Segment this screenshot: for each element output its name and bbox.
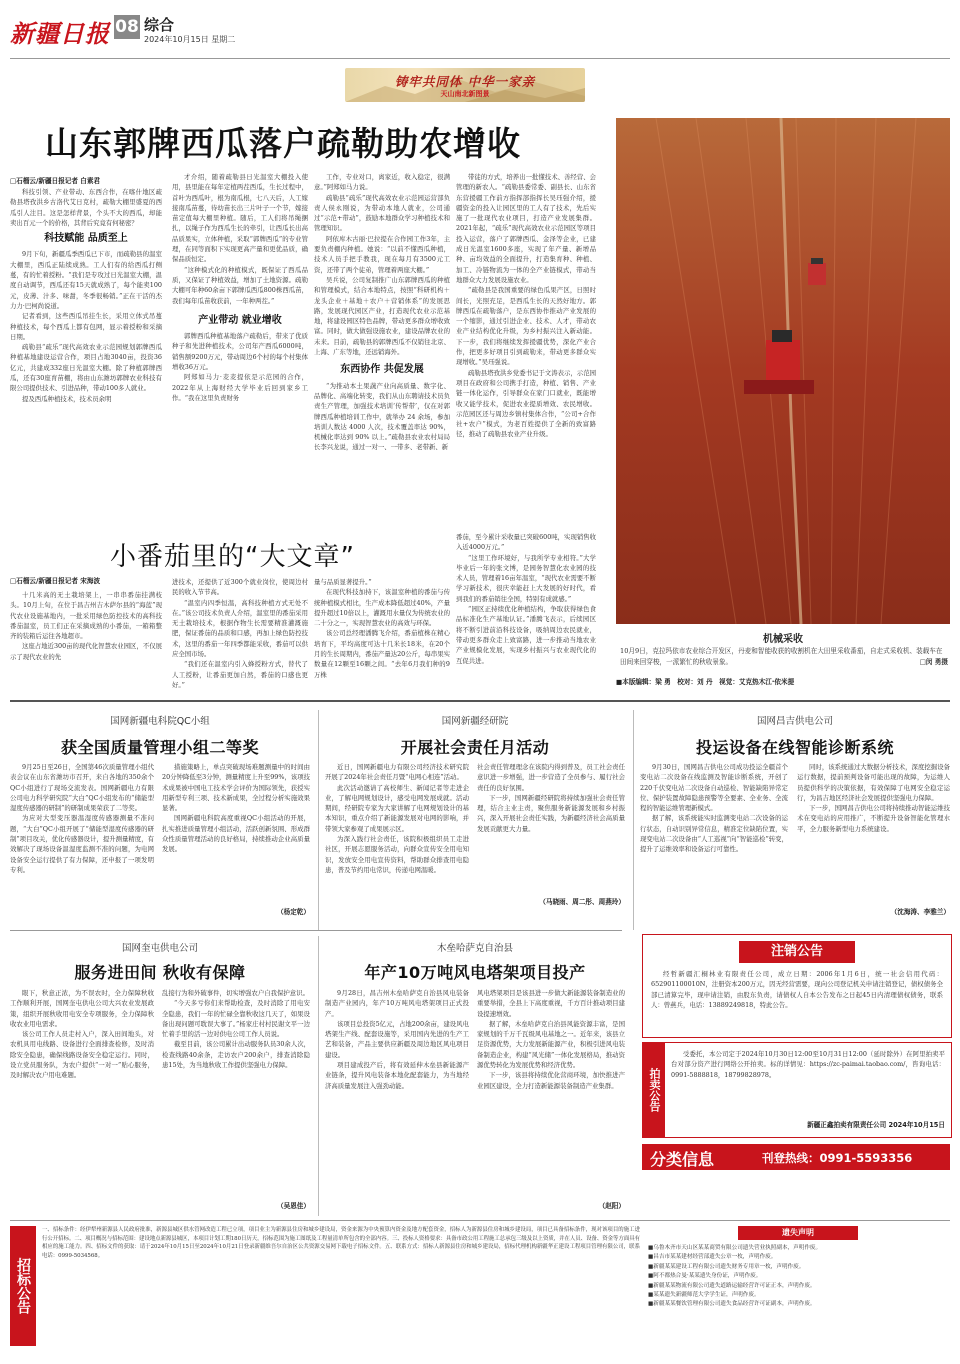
bottom-rule: [10, 1220, 950, 1221]
wind-column-2: [477, 988, 625, 1194]
tomato-column-4: [456, 532, 596, 690]
paragraph: “温室内四季恒温，高科技种植方式无处不在。”该公司技术负责人介绍，温室里的番茄采用无土栽培技术，根据作物生长需要精准灌溉施肥，保证番茄的品质和口感，再加上绿色防控技术，这里的番茄一年四季都能采收，番茄可以供应全国市场。: [172, 598, 308, 659]
social-kicker: 国网新疆经研院: [441, 716, 509, 727]
lead-subhead-3: 东西协作 共促发展: [340, 364, 424, 376]
wind-signature: （赵阳）: [598, 1202, 625, 1210]
tender-body: 一、招标条件：经伊犁州新源县人民政府批准，新源县城区供水管网改造工程已立项，项目业主为新源县住房和城乡建设局，资金来源为中央预算内资金及地方配套资金，招标人为新源县住房和城乡建设局，项目已具备招标条件，现对该项目的施工进行公开招标。二、项目概况与招标范围：建设地点新源县城区，本项目计划工期180日历天，招标范围为施工图纸及工程量清单所包含的全部内容。三、投标人资格要求：具备市政公用工程施工总承包三级及以上资质，并在人员、设备、资金等方面具有相应的施工能力。四、招标文件的获取：请于2024年10月15日至2024年10月21日登录新疆维吾尔自治区公共资源交易网下载电子招标文件。五、联系方式：招标人新源县住房和城乡建设局，招标代理机构新疆华正建设工程项目管理有限公司，联系电话：0999-5034568。: [42, 1227, 640, 1259]
paragraph: 郭牌西瓜种植基地落户疏勒后，带来了优质种子和先进种植技术，公司年产西瓜6000吨，销售额9200万元，带动周边6个村的每个村集体增收36万元。: [172, 332, 308, 372]
wind-headline: 年产10万吨风电塔架项目投产: [364, 963, 586, 982]
tomato-headline: 小番茄里的“大文章”: [110, 542, 355, 572]
paragraph: “这种模式化的种植模式，既保证了西瓜品质，又保证了种植效益，增加了土地资源。疏勒大棚可年种60余亩下郭牌瓜西瓜800株西瓜苗，我们每年瓜苗收获前，一年种两茬。”: [172, 265, 308, 305]
masthead-rule: [10, 58, 950, 59]
paragraph: 措施策略上，单点突破现场难题测量中的时间由20分钟降低至3分钟，测量精度上升至99%，该项技术成果被中国电工技术学会评价为国际领先，获授实用新型专利三项、技术新成果，全过程分析实施效果显著。: [162, 763, 310, 813]
paragraph: 受委托，本公司定于2024年10月30日12:00至10月31日12:00（延时除外）在阿里拍卖平台对部分资产进行网络公开拍卖。标的详情见：https://zc-paimai.taobao.com/，咨询电话：0991-5888818，18799828978。: [671, 1050, 945, 1079]
social-column-2: [477, 762, 625, 892]
changji-kicker: 国网昌吉供电公司: [756, 716, 833, 727]
tomato-column-2: [172, 577, 308, 690]
wind-column-1: [325, 988, 469, 1208]
paragraph: 项目建成投产后，将有效延伸木垒县新能源产业链条，提升风电装备本地化配套能力，为当地经济高质量发展注入强劲动能。: [325, 1061, 469, 1090]
paragraph: “今天多亏你们来帮助检查，及时消除了用电安全隐患，我们一年的忙碌全靠秋收这几天了，如果设备出现问题可耽误大事了。”杨家庄村村民谢文平一边忙着手里的活一边对供电公司工作人员说。: [162, 999, 310, 1039]
section-divider: [10, 700, 950, 702]
page-number: 08: [115, 17, 139, 37]
paragraph: 带徒的方式，培养出一批懂技术、善经营、会管理的新农人。“疏勒县委常委、副县长、山东省东营援疆工作前方指挥部指挥长吴珏强介绍，援疆资金的投入让园区里的工人有了技术，先后实施了一批现代农业项目，打造产业发展集群。2021年起，“疏乐”现代高效农业示范园区等项目投入运营，落户了郭牌西瓜、金泽等企业，已建成日光温室1600多座，实现了年产量、新增品种、亩均效益的全面提升，打造集育种、种植、加工、冷链物流为一体的全产业链模式，带动当地群众大力发展设施农业。: [456, 173, 596, 284]
lead-headline: 山东郭牌西瓜落户疏勒助农增收: [45, 124, 521, 163]
paragraph: 疏勒县“疏乐”现代高效农业示范园运营部负责人侯永刚说，为带动本地人就业，公司通过“示范+带动”，鼓励本地群众学习种植技术和管理知识。: [314, 193, 450, 233]
paragraph: 在现代科技加持下，该温室种植的番茄与传统种植模式相比，生产成本降低超过40%，产量提升超过10倍以上，灌溉用水量仅为传统农业的二十分之一，实现智慧农业的高效与环保。: [314, 588, 450, 628]
paragraph: 才介绍，随着疏勒县日光温室大棚投入使用，县里能在每年定植两茬西瓜，生长过程中，首叶为西瓜叶，根为南瓜根，七八天后，人工嫁接南瓜苗蔓，待幼苗长出三片叶子一个节，嫁接苗定值每大棚里种植。随后，工人们将吊绳捆扎，以绳子作为西瓜生长的牵引，让西瓜长出高品质果实，立体种植，采取“郭牌西瓜”的专业管理，在同等面积下实现更高产量和更优品质，确保品质恒定。: [172, 173, 308, 264]
column-divider: [633, 710, 634, 930]
column-divider: [318, 710, 319, 930]
issue-date: [144, 34, 235, 45]
lead-intro: 科技引领、产业带动、东西合作，在喀什地区疏勒县塔孜洪乡古洛代艾日克村，疏勒大棚里盛夏的西瓜引人注目。这是怎样背景，个头不大的西瓜，却能卖出百元一个的价格，其背后究竟有何秘密？: [10, 188, 162, 227]
lead-subhead-2: 产业带动 就业增收: [198, 314, 282, 326]
caption-text: 10月9日，克拉玛依市农业综合开发区，丹麦和智能收获的收割机在大田里采收番茄，自走式采收机、装载车在田间来回穿梭，一派繁忙的秋收景象。: [620, 647, 943, 666]
lost-notices-list: [648, 1244, 950, 1310]
list-item: ■新疆某某建设工程有限公司遗失财务专用章一枚，声明作废。: [648, 1263, 805, 1270]
paragraph: “为推动本土果蔬产业向高质量、数字化、品牌化、高端化转变，我们从山东聘请技术员负责生产管理，加强技术培训‘传帮带’，仅在对郭牌西瓜种植培训工作中，就举办 24 余场，参加培训人数达 4000 人次，技术覆盖率达 90%，机械化率达到 90% 以上。”疏勒县农业农村局局长李兴龙说，通过一对一、一带多、老带新、新: [314, 381, 450, 452]
paragraph: 此次活动邀请了高校师生、新闻记者等走进企业，了解电网规划设计，感受电网发展成就。活动期间，经研院专家为大家讲解了电网规划设计的基本知识，重点介绍了新能源发展对电网的影响，并带领大家参观了成果展示区。: [325, 783, 469, 833]
qc-kicker: 国网新疆电科院QC小组: [110, 716, 210, 727]
lead-subhead-1: 科技赋能 品质至上: [44, 233, 128, 245]
paragraph: 近日，国网新疆电力有限公司经济技术研究院开展了2024年社会责任月暨“电网心相连”活动。: [325, 763, 469, 782]
tomato-column-1: [10, 590, 162, 690]
kuitun-signature: （吴恩佳）: [277, 1202, 310, 1210]
changji-column-1: [640, 762, 788, 912]
paragraph: 下一步，该县将持续优化营商环境，加快推进产业园区建设，全力打造新能源装备制造产业集群。: [477, 1071, 625, 1090]
paragraph: 疏勒县“疏乐”现代高效农业示范园规划郭牌西瓜种植基地建设运营合作，项目占地3040亩，投资36亿元，共建成332座日光温室大棚。除了种植郭牌西瓜，还有30座育苗棚，将由山东潍坊郭牌农业科技有限公司提供技术、引进品种，带动100多人就业。: [10, 343, 162, 393]
paragraph: 据了解，该系统能实时监测变电站二次设备的运行状态，自动识别异常信息，精准定位缺陷位置，实现变电站二次设备由“人工巡视”向“智能巡检”转变，提升了运维效率和设备运行可靠性。: [640, 814, 788, 854]
paragraph: “疏勒县是我国重要的绿色瓜果产区，日照时间长，光照充足，是西瓜生长的天然好地方。郭牌西瓜在疏勒落户，是东西协作推动产业发展的一个缩影，通过引进企业、技术、人才，带动农业产业结构优化升级，为乡村振兴注入新动能。下一步，我们将继续发挥援疆优势，深化产业合作，把更多好项目引到疏勒来，带动更多群众实现增收。”吴珏强说。: [456, 286, 596, 367]
auction-company: [671, 1119, 945, 1129]
paragraph: 疏勒县塔孜洪乡党委书记于文涛表示，示范园项目在政府和公司携手打造，种植、销售、产业链一体化运作，引导群众在家门口就业，既能增收又能学技术，促进农业提质增效、农民增收。示范园区还与周边乡镇村集体合作，“公司+合作社+农户”模式，为老百姓提供了全新的致富路径，推动了疏勒县农业产业升级。: [456, 368, 596, 439]
paragraph: 9月30日，国网昌吉供电公司成功投运全疆首个变电站二次设备在线监测及智能诊断系统，开创了220千伏变电站二次设备自动巡检、智能缺陷异常定位、保护装置故障隐患预警等全要素、全业务、全流程的智能运维管理新模式。: [640, 763, 788, 813]
qc-column-2: [162, 762, 310, 904]
paragraph: 9月下旬，新疆瓜季西瓜已下市，而疏勒县的温室大棚里，西瓜正陆续成熟。工人们有的给西瓜打侧蔓，有的忙着授粉。“我们是专攻过日光温室大棚，温度自动调节，西瓜还有15天就成熟了，每个能卖100元，皮薄、汁多、味甜，冬季很畅销。”正在干活的杰力力·巴柯尚说道。: [10, 250, 162, 310]
paragraph: 工作，专业对口，离家近，收入稳定，很满意。”阿郑如马力说。: [314, 173, 450, 192]
list-item: ■阿不都热合曼·某某遗失身份证，声明作废。: [648, 1273, 762, 1280]
tomato-column-3: [314, 577, 450, 690]
paragraph: 截至目前，该公司累计出动服务队员30余人次，检查线路40余条，走访农户200余户，排查消除隐患15处，为当地秋收工作提供坚强电力保障。: [162, 1040, 310, 1070]
paragraph: 同时，该系统通过大数据分析技术，深度挖掘设备运行数据，提前预判设备可能出现的故障，为运维人员提供科学的决策依据，有效保障了电网安全稳定运行，为昌吉地区经济社会发展提供坚强电力保障。: [797, 763, 950, 802]
paragraph: “这里工作环境好，与我所学专业相符。”大学毕业后一年的张文博，是园务智慧化农业园的技术人员，管理着16亩年温室，“现代农业需要不断学习新技术，很庆幸能赶上大发展的好时代，看到我们的番茄销往全国，特别有成就感。”: [456, 553, 596, 603]
theme-banner: [345, 68, 585, 102]
paragraph: 眼下，秋意正浓，为不误农时，全力保障秋收工作顺利开展，国网奎屯供电公司大兴农业发展政策，组织开展秋收用电安全专项服务，全力保障秋收农业用电需求。: [10, 989, 154, 1028]
paragraph: 下一步，国网新疆经研院将持续加强社会责任管理，结合主业主责，聚焦服务新能源发展和乡村振兴，深入开展社会责任实践，为新疆经济社会高质量发展贡献更大力量。: [477, 793, 625, 833]
auction-label: 拍卖公告: [643, 1043, 665, 1137]
paragraph: 9月28日，昌吉州木垒哈萨克自治县风电装备制造产业园内，年产10万吨风电塔架项目正式投产。: [325, 989, 469, 1018]
paragraph: 经哲新疆汇桐林业有限责任公司，成立日期：2006年1月6日，统一社会信用代码：652901100010N，注册资本200万元，因无经营需要，现向公司登记机关申请注销登记，债权债务全部已清算完毕，现申请注销，由股东负责，请债权人自本公告发布之日起45日内清理债权债务，联系人：曾燕兵，电话：13889249818，特此公告。: [651, 970, 943, 1009]
lead-column-2: [172, 172, 308, 507]
newspaper-logo: 新疆日报: [10, 19, 110, 48]
classified-hotline: 刊登热线：0991-5593356: [762, 1151, 913, 1165]
paragraph: 量与品质显著提升。”: [314, 578, 372, 586]
paragraph: 吴兵说，公司复制推广山东郭牌西瓜的种植和管理模式，结合本地特点，按照“科研机构＋龙头企业＋基地＋农户＋营销体系”的发展思路，发展现代园区产业，打造现代农业示范基地，将建设园区特色品牌，带动更多群众增收致富。同时，做大做强设施农业，建设品牌农业的未来。目前，疏勒县的郭牌西瓜不仅销往北京、上海、广东等地，还远销海外。: [314, 275, 450, 357]
qc-headline: 获全国质量管理小组二等奖: [60, 738, 259, 757]
lead-byline: □石榴云/新疆日报记者 白素君: [10, 177, 101, 185]
paragraph: 记者看到，这些西瓜吊挂生长，采用立体式吊蔓种植技术，每个西瓜上都有包网，显示着授粉和采摘日期。: [10, 312, 162, 341]
changji-headline: 投运设备在线智能诊断系统: [695, 738, 894, 757]
paragraph: 提及西瓜种植技术，技术员余明: [22, 394, 112, 403]
paragraph: 下一步，国网昌吉供电公司将持续推动智能运维技术在变电站的应用推广，不断提升设备智能化管理水平，全力服务新型电力系统建设。: [797, 804, 950, 833]
paragraph: 乱接行为和外破事件，切实增强农户自我保护意识。: [162, 989, 309, 997]
lead-column-1: [10, 187, 162, 507]
cancellation-title: 注销公告: [739, 941, 855, 963]
social-signature: （马晓雨、周二彤、周燕玲）: [539, 898, 625, 906]
editors-credit: ■本版编辑：梁 勇 校对：刘 丹 视觉：艾克热木江·依米提: [616, 678, 795, 686]
qc-column-1: [10, 762, 154, 914]
kuitun-column-2: [162, 988, 310, 1194]
auction-company-name: 新疆正鑫拍卖有限责任公司: [807, 1121, 887, 1129]
auction-notice: [642, 1042, 952, 1138]
paragraph: 这座占地近300亩的现代化智慧农业园区，不仅展示了现代农业的先: [10, 642, 162, 661]
list-item: ■新疆某某餐饮管理有限公司遗失食品经营许可证副本，声明作废。: [648, 1301, 816, 1308]
qc-signature: （杨定乾）: [277, 908, 310, 916]
tomato-byline: □石榴云/新疆日报记者 宋海波: [10, 577, 101, 585]
list-item: ■昌吉市某某建材经营部遗失公章一枚，声明作废。: [648, 1254, 777, 1261]
lead-column-3: [314, 172, 450, 507]
weekday: 星期二: [211, 35, 236, 44]
banner-title: 铸牢共同体 中华一家亲: [394, 74, 536, 89]
paragraph: 进技术，还提供了近300个就业岗位，使周边村民的收入节节高。: [172, 578, 308, 597]
auction-date: 2024年10月15日: [888, 1121, 945, 1129]
tender-label: 招标公告: [10, 1226, 36, 1346]
social-headline: 开展社会责任月活动: [400, 738, 550, 757]
paragraph: 该公司总经理潘腾飞介绍，番茄植株在精心培育下，平均高度可达十几米长18米，在20个月的生长周期内，番茄产量达20公斤，每串果实数量在12颗至16颗之间。“去年6月我们种的9万株: [314, 629, 450, 679]
paragraph: 国网新疆电科院高度重视QC小组活动的开展，扎实推进质量管理小组活动，活跃创新氛围、形成群众性质量管理活动的良好格局，持续推动企业高质量发展。: [162, 814, 310, 854]
paragraph: 阿依库木古丽·巴拉提在合作园工作3年，主要负责棚内种植。她说：“以前不懂西瓜种植，技术人员手把手教我，现在每月有3500元工资，还带了两个徒弟，管理着两座大棚。”: [314, 234, 450, 274]
paragraph: 该项目总投资5亿元，占地200余亩，建设风电塔架生产线、配套设施等，采用国内先进的生产工艺和装备，产品主要供应新疆及周边地区风电项目建设。: [325, 1019, 469, 1059]
lead-column-4: [456, 172, 596, 507]
classified-header: [642, 1144, 950, 1170]
auction-body: [671, 1049, 945, 1109]
date: 2024年10月15日: [144, 35, 209, 44]
paragraph: 番茄，至今累计采收量已突破600吨，实现销售收入近4000万元。”: [456, 533, 596, 552]
paragraph: “我们还在温室内引入蜂授粉方式，替代了人工授粉，让番茄更加自然，番茄的口感也更好。”: [172, 660, 308, 689]
changji-signature: （沈海涛、李雅兰）: [890, 908, 950, 916]
photo-caption: [620, 646, 948, 668]
cancellation-notice: [642, 934, 952, 1038]
column-divider: [318, 936, 319, 1216]
kuitun-kicker: 国网奎屯供电公司: [121, 943, 198, 954]
paragraph: 阿郑如马力·麦麦提依是示范园的合作，2022年从上海财经大学毕业后回到家乡工作。“我在这里负责财务: [172, 373, 308, 402]
harvest-photo: [616, 118, 950, 624]
harvest-field-image: [616, 118, 950, 624]
wind-kicker: 木垒哈萨克自治县: [436, 943, 513, 954]
list-item: ■新疆某某物流有限公司遗失道路运输经营许可证正本，声明作废。: [648, 1282, 816, 1289]
paragraph: 为深入践行社会责任，该院积极组织员工走进社区，开展志愿服务活动，向群众宣传安全用电知识，发放安全用电宣传资料，帮助群众排查用电隐患，普及节约用电常识，传递电网温暖。: [325, 835, 469, 874]
paragraph: 社会责任管理理念在该院内得到普及，员工社会责任意识进一步增强，进一步营造了全员参与、履行社会责任的良好氛围。: [477, 763, 625, 792]
paragraph: 为应对大型变压器温湿度传感器测量不准问题，“大白”QC小组开展了“储能型湿度传感器的研制”项目攻关，优化传感器设计，提升测量精度，有效解决了现场设备温湿度监测不准的问题，为电网设备安全运行提供了有力保障，还申报了一项发明专利。: [10, 814, 154, 874]
changji-column-2: [797, 762, 950, 904]
lost-notices-title: 遗失声明: [738, 1226, 858, 1240]
paragraph: 该公司工作人员走村入户，深入田间地头，对农机具用电线路、设备进行全面排查检修，及时消除安全隐患，确保线路设备安全稳定运行。同时，设立党员服务队，为农户提供“一对一”贴心服务，及时解决农户用电难题。: [10, 1030, 154, 1080]
photo-caption-title: 机械采收: [763, 634, 803, 645]
classified-title: 分类信息: [650, 1150, 715, 1169]
social-column-1: [325, 762, 469, 914]
paragraph: 9月25日至26日，全国第46次质量管理小组代表会议在山东省潍坊市召开，来自各地的350余个QC小组进行了现场交流发表。国网新疆电力有限公司电力科学研究院“大白”QC小组发布的“储能型湿度传感器的研制”的研制成果荣获了二等奖。: [10, 763, 154, 813]
kuitun-column-1: [10, 988, 154, 1208]
kuitun-headline: 服务进田间 秋收有保障: [74, 963, 246, 982]
lost-notices: [648, 1226, 950, 1354]
list-item: ■乌鲁木齐市天山区某某商贸有限公司遗失营业执照副本，声明作废。: [648, 1245, 822, 1251]
list-item: ■某某遗失新疆师范大学学生证，声明作废。: [648, 1292, 760, 1299]
paragraph: “园区正持续优化种植结构，争取获得绿色食品标准化生产基地认证。”潘腾飞表示，后续园区将不断引进前沿科技设备，吸纳周边农民就业，带动更多群众走上致富路，进一步推动当地农业产业规模化发展，实现乡村振兴与农业现代化的互促共进。: [456, 605, 596, 665]
banner-subtitle: 天山南北新图景: [440, 90, 490, 98]
cancellation-body: [651, 969, 943, 1033]
paragraph: 据了解，木垒哈萨克自治县风能资源丰富，是国家规划的千万千瓦级风电基地之一。近年来，该县立足资源优势，大力发展新能源产业，积极引进风电装备制造企业，构建“风光储”一体化发展格局，推动资源优势转化为发展优势和经济优势。: [477, 1019, 625, 1070]
masthead: [10, 10, 950, 60]
paragraph: 十几米高的无土栽培架上，一串串番茄挂满枝头。10月上旬，在位于昌吉州吉木萨尔县的“海蓝”现代农业设施基地内，一批采用绿色防控技术的高科技番茄温室，员工们正在采摘成熟的小番茄，一箱箱整齐的装箱后运往各地超市。: [10, 591, 162, 641]
row-divider: [10, 930, 622, 931]
section-name: 综合: [144, 16, 175, 34]
paragraph: 风电塔架项目是该县进一步做大新能源装备制造业的重要举措，全县上下高度重视，千方百计推动项目建设提速增效。: [477, 989, 625, 1018]
photo-credit: □闵 勇摄: [919, 658, 948, 666]
